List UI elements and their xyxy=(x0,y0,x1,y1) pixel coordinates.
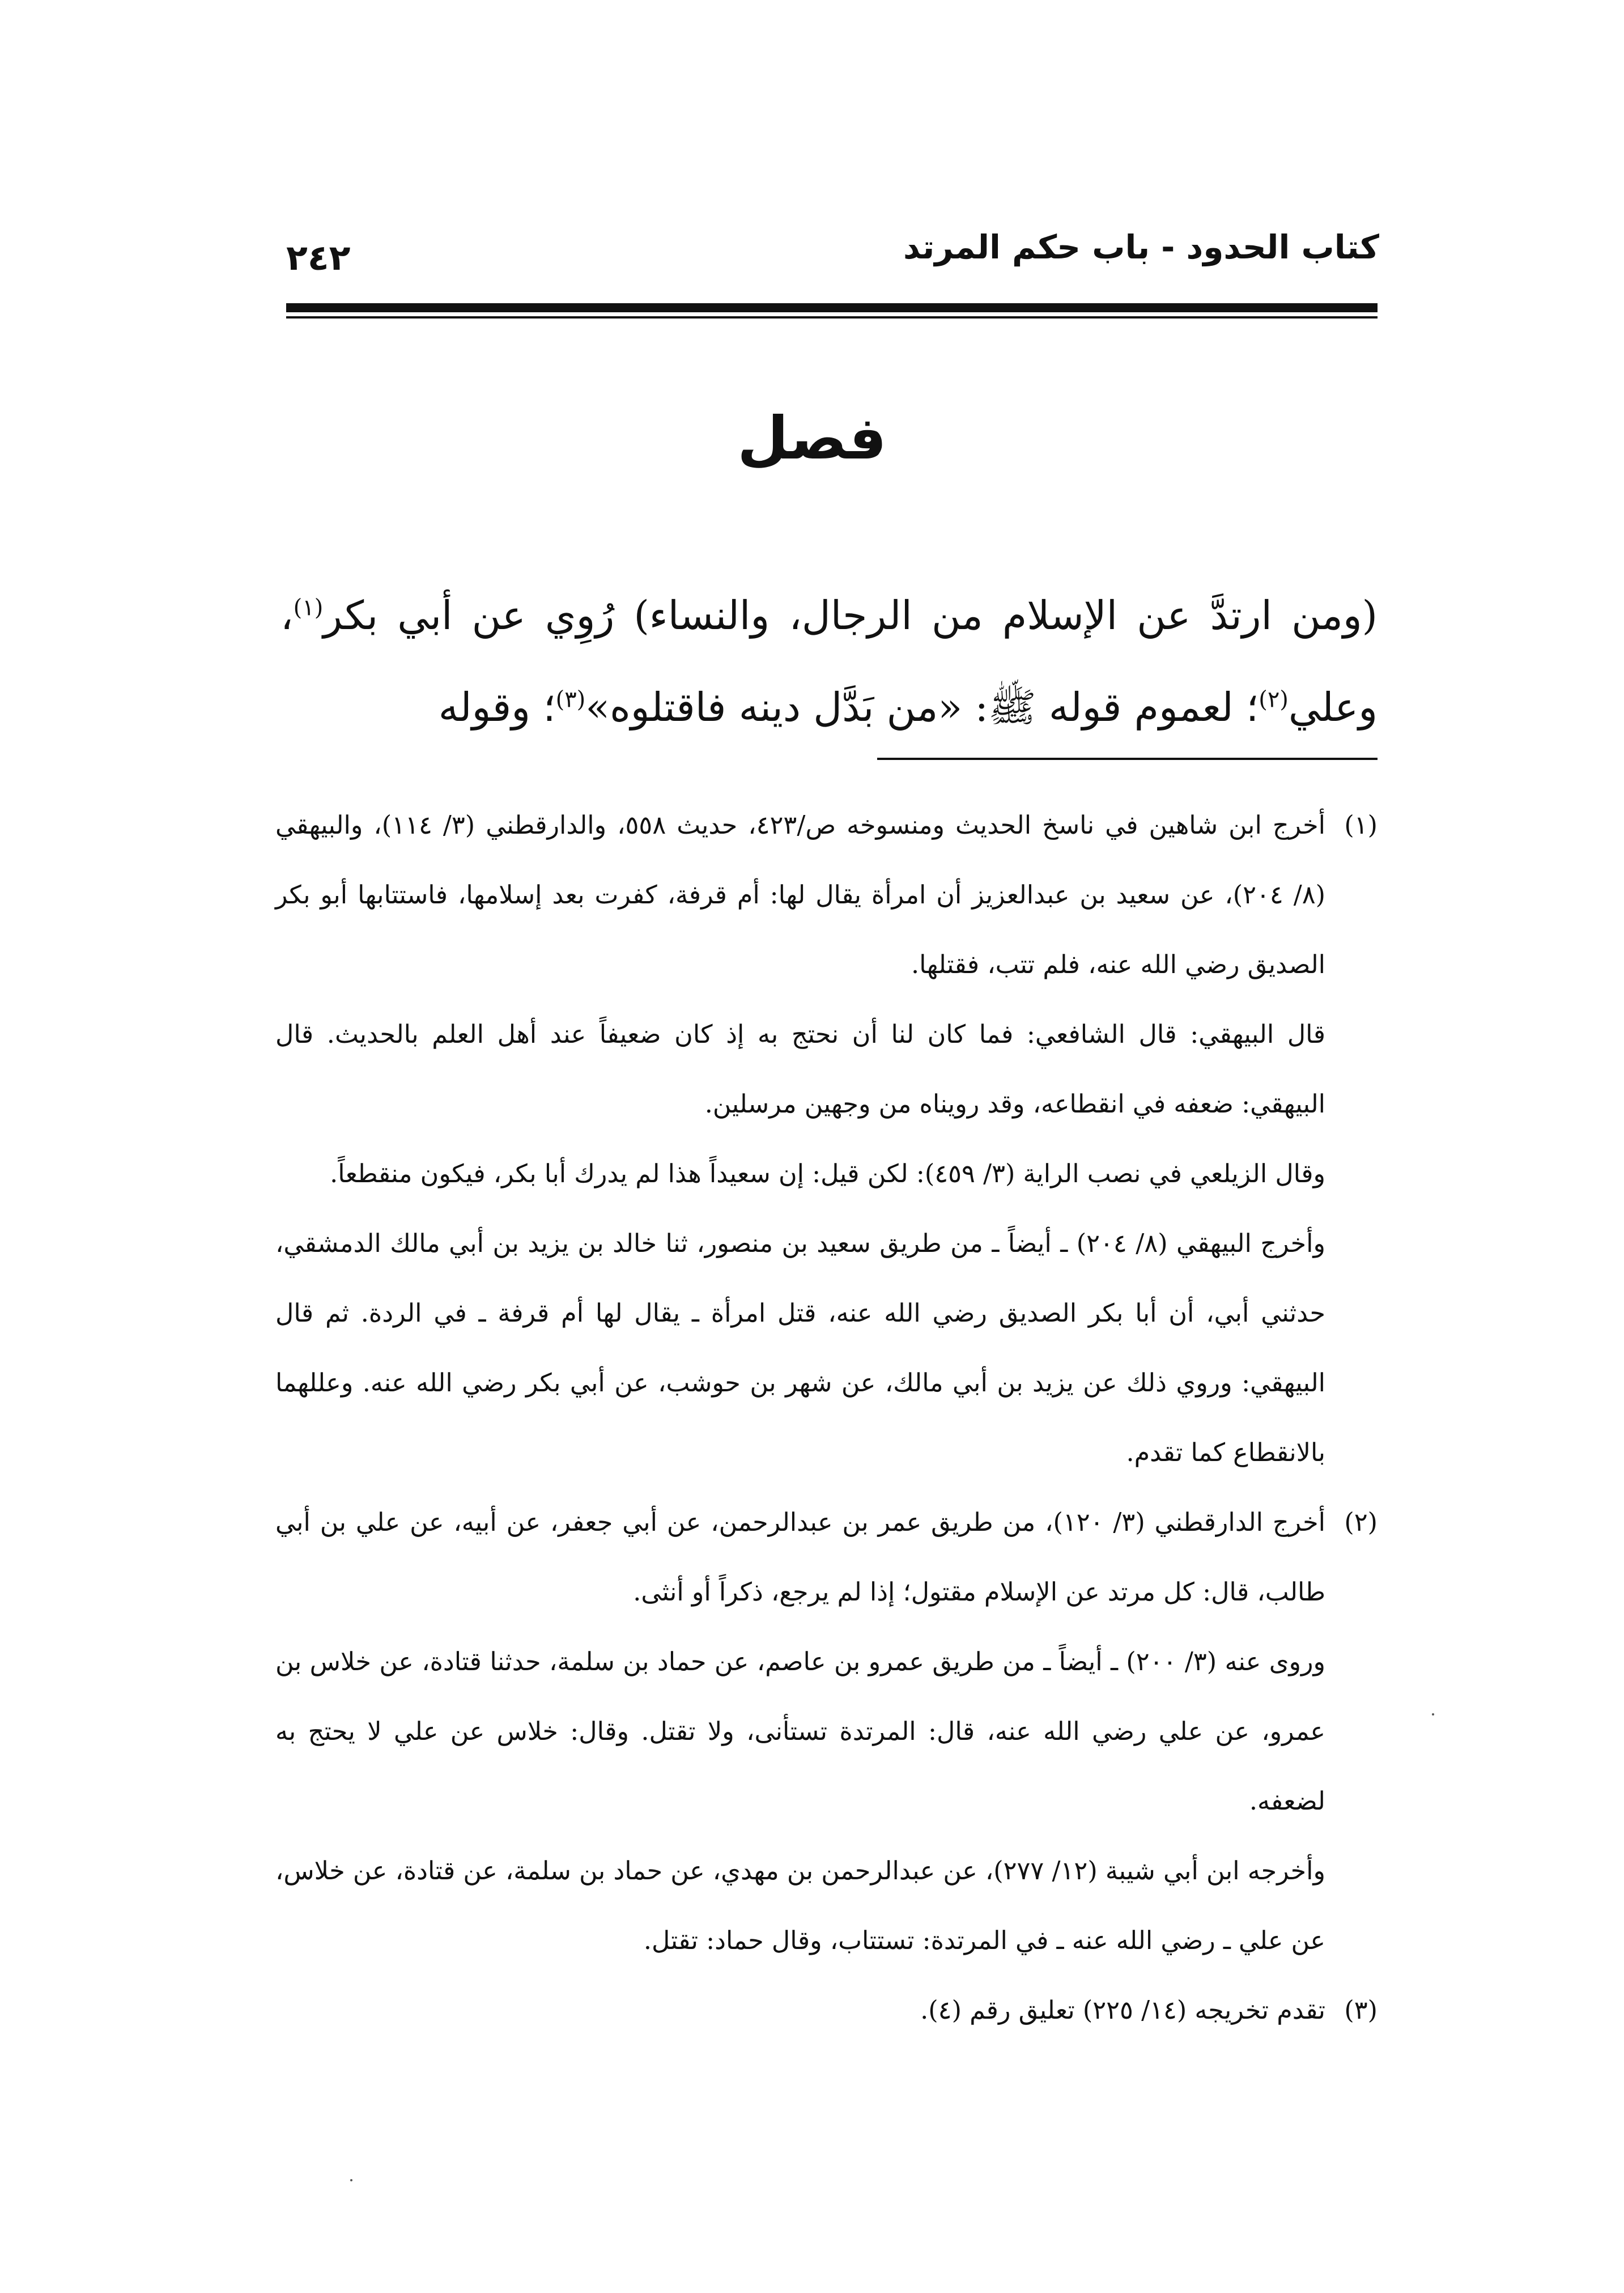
footnote-1 xyxy=(275,791,1378,1000)
footnote-text: تقدم تخريجه (١٤/ ٢٢٥) تعليق رقم (٤). xyxy=(920,1996,1325,2025)
footnote-number: (١) xyxy=(1344,811,1378,840)
footnote-number: (٢) xyxy=(1344,1508,1378,1537)
footnote-3 xyxy=(275,1976,1378,2045)
header-rule-thin xyxy=(286,316,1378,319)
footnote-paragraph: قال البيهقي: قال الشافعي: فما كان لنا أن نحتج به إذ كان ضعيفاً عند أهل العلم بالحديث. قال البيهقي: ضعفه في انقطاعه، وقد رويناه من وجهين مرسلين. xyxy=(275,1020,1325,1119)
main-text-part: ؛ وقوله xyxy=(438,684,556,731)
footnote-paragraph: وأخرجه ابن أبي شيبة (١٢/ ٢٧٧)، عن عبدالرحمن بن مهدي، عن حماد بن سلمة، عن قتادة، عن خلاس، عن علي ـ رضي الله عنه ـ في المرتدة: تستتاب، وقال حماد: تقتل. xyxy=(275,1857,1326,1955)
footnote-text: أخرج ابن شاهين في ناسخ الحديث ومنسوخه ص/٤٢٣، حديث ٥٥٨، والدارقطني (٣/ ١١٤)، والبيهقي (٨/ ٢٠٤)، عن سعيد بن عبدالعزيز أن امرأة يقال لها: أم قرفة، كفرت بعد إسلامها، فاستتابها أبو بكر الصديق رضي الله عنه، فلم تتب، فقتلها. xyxy=(275,811,1325,979)
footnote-ref-1: (١) xyxy=(293,595,324,621)
main-text-part: ؛ لعموم قوله ﷺ: «من بَدَّل دينه فاقتلوه» xyxy=(585,684,1259,731)
footnote-separator xyxy=(877,758,1378,760)
section-heading: فصل xyxy=(737,404,887,473)
footnotes xyxy=(275,791,1378,2045)
footnote-paragraph: وروى عنه (٣/ ٢٠٠) ـ أيضاً ـ من طريق عمرو بن عاصم، عن حماد بن سلمة، حدثنا قتادة، عن خلاس بن عمرو، عن علي رضي الله عنه، قال: المرتدة تستأنى، ولا تقتل. وقال: خلاس عن علي لا يحتج به لضعفه. xyxy=(275,1647,1325,1816)
page-number: ٢٤٢ xyxy=(286,237,351,278)
running-header-title: كتاب الحدود - باب حكم المرتد xyxy=(903,228,1379,266)
main-text-part: ، وعلي xyxy=(280,592,1378,731)
footnote-paragraph: وأخرج البيهقي (٨/ ٢٠٤) ـ أيضاً ـ من طريق سعيد بن منصور، ثنا خالد بن يزيد بن أبي مالك الدمشقي، حدثني أبي، أن أبا بكر الصديق رضي الله عنه، قتل امرأة ـ يقال لها أم قرفة ـ في الردة. ثم قال البيهقي: وروي ذلك عن يزيد بن أبي مالك، عن شهر بن حوشب، عن أبي بكر رضي الله عنه. وعللهما بالانقطاع كما تقدم. xyxy=(275,1229,1326,1467)
scan-speck xyxy=(350,2179,352,2181)
footnote-2 xyxy=(275,1488,1378,1627)
main-text-part: (ومن ارتدَّ عن الإسلام من الرجال، والنساء) رُوِي عن أبي بكر xyxy=(323,592,1378,639)
header-rule-thick xyxy=(286,303,1378,312)
footnote-text: أخرج الدارقطني (٣/ ١٢٠)، من طريق عمر بن عبدالرحمن، عن أبي جعفر، عن أبيه، عن علي بن أبي طالب، قال: كل مرتد عن الإسلام مقتول؛ إذا لم يرجع، ذكراً أو أنثى. xyxy=(275,1508,1326,1607)
footnote-paragraph: وقال الزيلعي في نصب الراية (٣/ ٤٥٩): لكن قيل: إن سعيداً هذا لم يدرك أبا بكر، فيكون منقطعاً. xyxy=(330,1160,1325,1188)
footnote-number: (٣) xyxy=(1344,1996,1378,2025)
footnote-ref-3: (٣) xyxy=(555,686,586,713)
scan-speck xyxy=(1432,1713,1434,1715)
main-text xyxy=(280,570,1378,753)
footnote-ref-2: (٢) xyxy=(1259,686,1289,713)
